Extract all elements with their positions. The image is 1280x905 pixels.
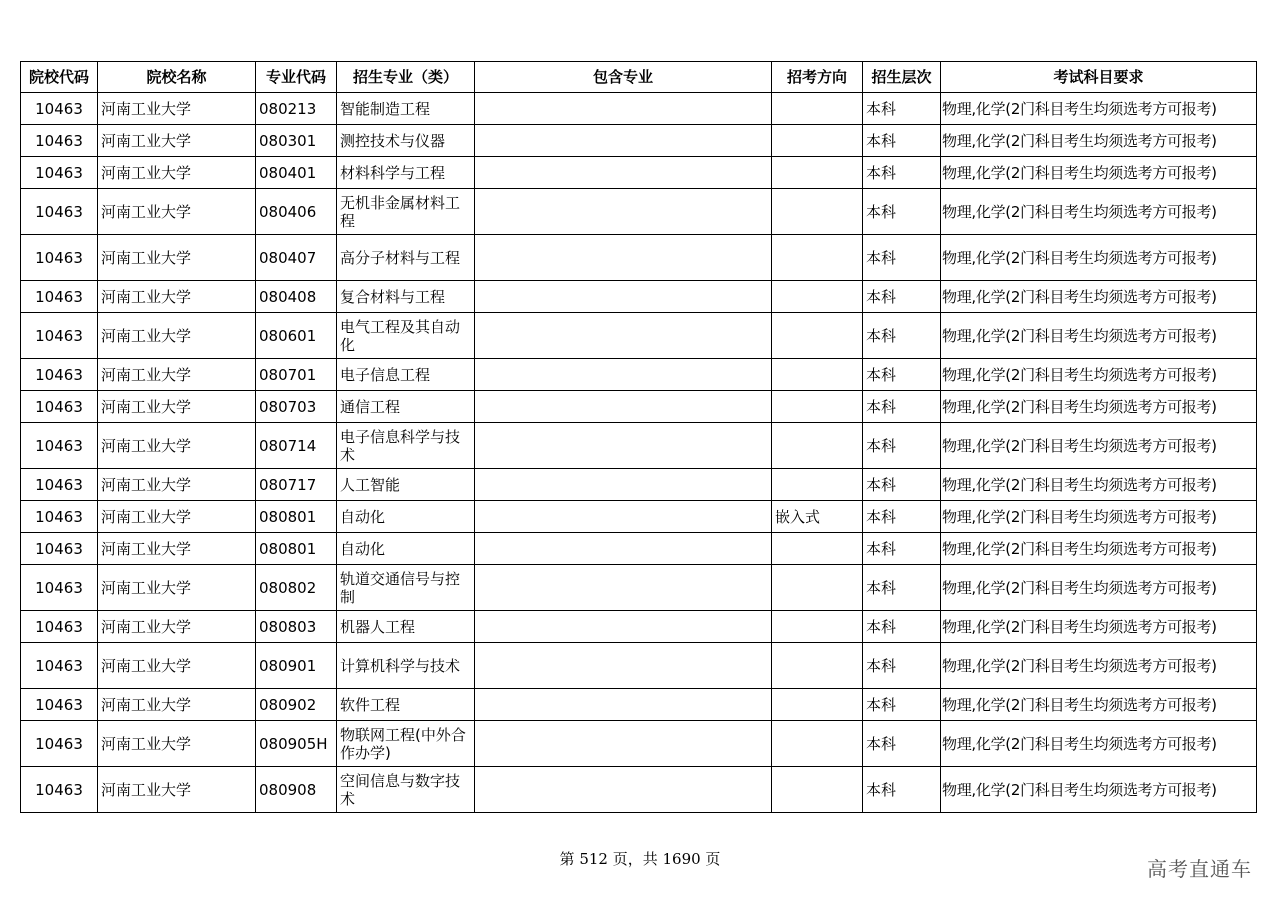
cell-requirements: 物理,化学(2门科目考生均须选考方可报考) [941,313,1257,359]
table-row [21,93,1257,125]
cell-direction [772,689,863,721]
cell-includes [475,391,772,423]
cell-major: 空间信息与数字技术 [337,767,475,813]
table-row [21,469,1257,501]
cell-school-code: 10463 [21,689,98,721]
cell-major-code: 080401 [256,157,337,189]
header-major: 招生专业（类） [337,62,475,93]
cell-major: 复合材料与工程 [337,281,475,313]
cell-major-code: 080407 [256,235,337,281]
cell-requirements: 物理,化学(2门科目考生均须选考方可报考) [941,391,1257,423]
cell-major: 轨道交通信号与控制 [337,565,475,611]
cell-requirements: 物理,化学(2门科目考生均须选考方可报考) [941,469,1257,501]
cell-requirements: 物理,化学(2门科目考生均须选考方可报考) [941,721,1257,767]
table-row [21,189,1257,235]
cell-school-name: 河南工业大学 [98,157,256,189]
cell-major-code: 080408 [256,281,337,313]
table-row [21,611,1257,643]
cell-direction [772,721,863,767]
cell-school-name: 河南工业大学 [98,721,256,767]
cell-direction: 嵌入式 [772,501,863,533]
cell-school-name: 河南工业大学 [98,125,256,157]
cell-direction [772,423,863,469]
cell-includes [475,235,772,281]
cell-includes [475,689,772,721]
cell-school-code: 10463 [21,423,98,469]
cell-school-name: 河南工业大学 [98,611,256,643]
cell-includes [475,721,772,767]
header-direction: 招考方向 [772,62,863,93]
cell-major-code: 080301 [256,125,337,157]
cell-requirements: 物理,化学(2门科目考生均须选考方可报考) [941,281,1257,313]
cell-school-code: 10463 [21,359,98,391]
cell-school-name: 河南工业大学 [98,643,256,689]
cell-major-code: 080802 [256,565,337,611]
cell-level: 本科 [863,565,941,611]
cell-includes [475,359,772,391]
cell-level: 本科 [863,93,941,125]
cell-school-name: 河南工业大学 [98,93,256,125]
cell-major-code: 080714 [256,423,337,469]
cell-includes [475,281,772,313]
cell-level: 本科 [863,469,941,501]
cell-level: 本科 [863,767,941,813]
table-row [21,125,1257,157]
table-row [21,721,1257,767]
cell-requirements: 物理,化学(2门科目考生均须选考方可报考) [941,643,1257,689]
cell-school-name: 河南工业大学 [98,313,256,359]
table-row [21,359,1257,391]
cell-major-code: 080908 [256,767,337,813]
cell-includes [475,423,772,469]
cell-major: 自动化 [337,501,475,533]
cell-direction [772,767,863,813]
cell-school-code: 10463 [21,93,98,125]
cell-direction [772,313,863,359]
cell-includes [475,157,772,189]
cell-level: 本科 [863,125,941,157]
cell-direction [772,281,863,313]
cell-school-code: 10463 [21,391,98,423]
table-row [21,767,1257,813]
cell-direction [772,125,863,157]
cell-school-name: 河南工业大学 [98,423,256,469]
header-major-code: 专业代码 [256,62,337,93]
cell-direction [772,533,863,565]
cell-major: 人工智能 [337,469,475,501]
header-school-code: 院校代码 [21,62,98,93]
cell-level: 本科 [863,501,941,533]
cell-school-code: 10463 [21,565,98,611]
cell-major: 高分子材料与工程 [337,235,475,281]
cell-school-code: 10463 [21,501,98,533]
table-body [21,93,1257,813]
cell-school-code: 10463 [21,125,98,157]
cell-level: 本科 [863,391,941,423]
cell-requirements: 物理,化学(2门科目考生均须选考方可报考) [941,125,1257,157]
cell-school-code: 10463 [21,643,98,689]
cell-major: 软件工程 [337,689,475,721]
cell-school-code: 10463 [21,721,98,767]
page-number: 第 512 页，共 1690 页 [559,850,721,868]
cell-school-name: 河南工业大学 [98,391,256,423]
table-row [21,235,1257,281]
cell-school-code: 10463 [21,189,98,235]
cell-includes [475,565,772,611]
cell-level: 本科 [863,643,941,689]
cell-school-code: 10463 [21,157,98,189]
cell-major-code: 080803 [256,611,337,643]
cell-direction [772,235,863,281]
header-requirements: 考试科目要求 [941,62,1257,93]
cell-school-name: 河南工业大学 [98,281,256,313]
cell-includes [475,189,772,235]
cell-major-code: 080701 [256,359,337,391]
cell-requirements: 物理,化学(2门科目考生均须选考方可报考) [941,501,1257,533]
table-row [21,501,1257,533]
cell-school-name: 河南工业大学 [98,767,256,813]
cell-major-code: 080213 [256,93,337,125]
cell-school-name: 河南工业大学 [98,189,256,235]
cell-school-code: 10463 [21,281,98,313]
cell-major-code: 080801 [256,533,337,565]
cell-school-name: 河南工业大学 [98,469,256,501]
cell-school-code: 10463 [21,767,98,813]
header-school-name: 院校名称 [98,62,256,93]
cell-direction [772,93,863,125]
cell-includes [475,93,772,125]
cell-includes [475,767,772,813]
cell-school-code: 10463 [21,313,98,359]
cell-direction [772,611,863,643]
cell-major: 电气工程及其自动化 [337,313,475,359]
cell-includes [475,611,772,643]
cell-requirements: 物理,化学(2门科目考生均须选考方可报考) [941,359,1257,391]
table-row [21,391,1257,423]
cell-requirements: 物理,化学(2门科目考生均须选考方可报考) [941,533,1257,565]
cell-level: 本科 [863,611,941,643]
cell-level: 本科 [863,189,941,235]
cell-direction [772,189,863,235]
cell-requirements: 物理,化学(2门科目考生均须选考方可报考) [941,235,1257,281]
cell-school-name: 河南工业大学 [98,565,256,611]
cell-requirements: 物理,化学(2门科目考生均须选考方可报考) [941,565,1257,611]
cell-school-code: 10463 [21,469,98,501]
cell-major-code: 080703 [256,391,337,423]
cell-level: 本科 [863,359,941,391]
cell-major: 电子信息科学与技术 [337,423,475,469]
cell-direction [772,643,863,689]
cell-major: 智能制造工程 [337,93,475,125]
cell-major: 无机非金属材料工程 [337,189,475,235]
cell-level: 本科 [863,533,941,565]
cell-major: 电子信息工程 [337,359,475,391]
table-row [21,281,1257,313]
cell-direction [772,391,863,423]
cell-major-code: 080902 [256,689,337,721]
cell-school-name: 河南工业大学 [98,501,256,533]
cell-level: 本科 [863,281,941,313]
cell-level: 本科 [863,157,941,189]
cell-level: 本科 [863,313,941,359]
cell-major-code: 080901 [256,643,337,689]
header-includes: 包含专业 [475,62,772,93]
cell-major-code: 080717 [256,469,337,501]
cell-school-code: 10463 [21,533,98,565]
cell-includes [475,313,772,359]
cell-major-code: 080905H [256,721,337,767]
cell-includes [475,125,772,157]
cell-requirements: 物理,化学(2门科目考生均须选考方可报考) [941,189,1257,235]
cell-includes [475,501,772,533]
watermark-text: 高考直通车 [1147,857,1252,881]
table-header-row [21,62,1257,93]
table-row [21,643,1257,689]
cell-school-name: 河南工业大学 [98,533,256,565]
cell-includes [475,533,772,565]
cell-school-name: 河南工业大学 [98,689,256,721]
cell-direction [772,469,863,501]
cell-major: 材料科学与工程 [337,157,475,189]
cell-level: 本科 [863,689,941,721]
cell-major: 计算机科学与技术 [337,643,475,689]
cell-includes [475,643,772,689]
cell-major: 物联网工程(中外合作办学) [337,721,475,767]
cell-major: 机器人工程 [337,611,475,643]
table-row [21,157,1257,189]
cell-requirements: 物理,化学(2门科目考生均须选考方可报考) [941,157,1257,189]
cell-requirements: 物理,化学(2门科目考生均须选考方可报考) [941,93,1257,125]
header-level: 招生层次 [863,62,941,93]
cell-requirements: 物理,化学(2门科目考生均须选考方可报考) [941,423,1257,469]
cell-level: 本科 [863,721,941,767]
table-row [21,533,1257,565]
cell-includes [475,469,772,501]
cell-level: 本科 [863,235,941,281]
cell-school-code: 10463 [21,611,98,643]
cell-requirements: 物理,化学(2门科目考生均须选考方可报考) [941,767,1257,813]
cell-major-code: 080801 [256,501,337,533]
cell-direction [772,359,863,391]
cell-school-name: 河南工业大学 [98,359,256,391]
table-row [21,565,1257,611]
cell-major: 通信工程 [337,391,475,423]
cell-requirements: 物理,化学(2门科目考生均须选考方可报考) [941,689,1257,721]
cell-major-code: 080406 [256,189,337,235]
cell-major: 自动化 [337,533,475,565]
cell-major-code: 080601 [256,313,337,359]
table-row [21,423,1257,469]
table-row [21,313,1257,359]
cell-direction [772,565,863,611]
cell-direction [772,157,863,189]
cell-school-name: 河南工业大学 [98,235,256,281]
cell-requirements: 物理,化学(2门科目考生均须选考方可报考) [941,611,1257,643]
table-row [21,689,1257,721]
cell-school-code: 10463 [21,235,98,281]
cell-level: 本科 [863,423,941,469]
admissions-table [20,61,1257,813]
cell-major: 测控技术与仪器 [337,125,475,157]
